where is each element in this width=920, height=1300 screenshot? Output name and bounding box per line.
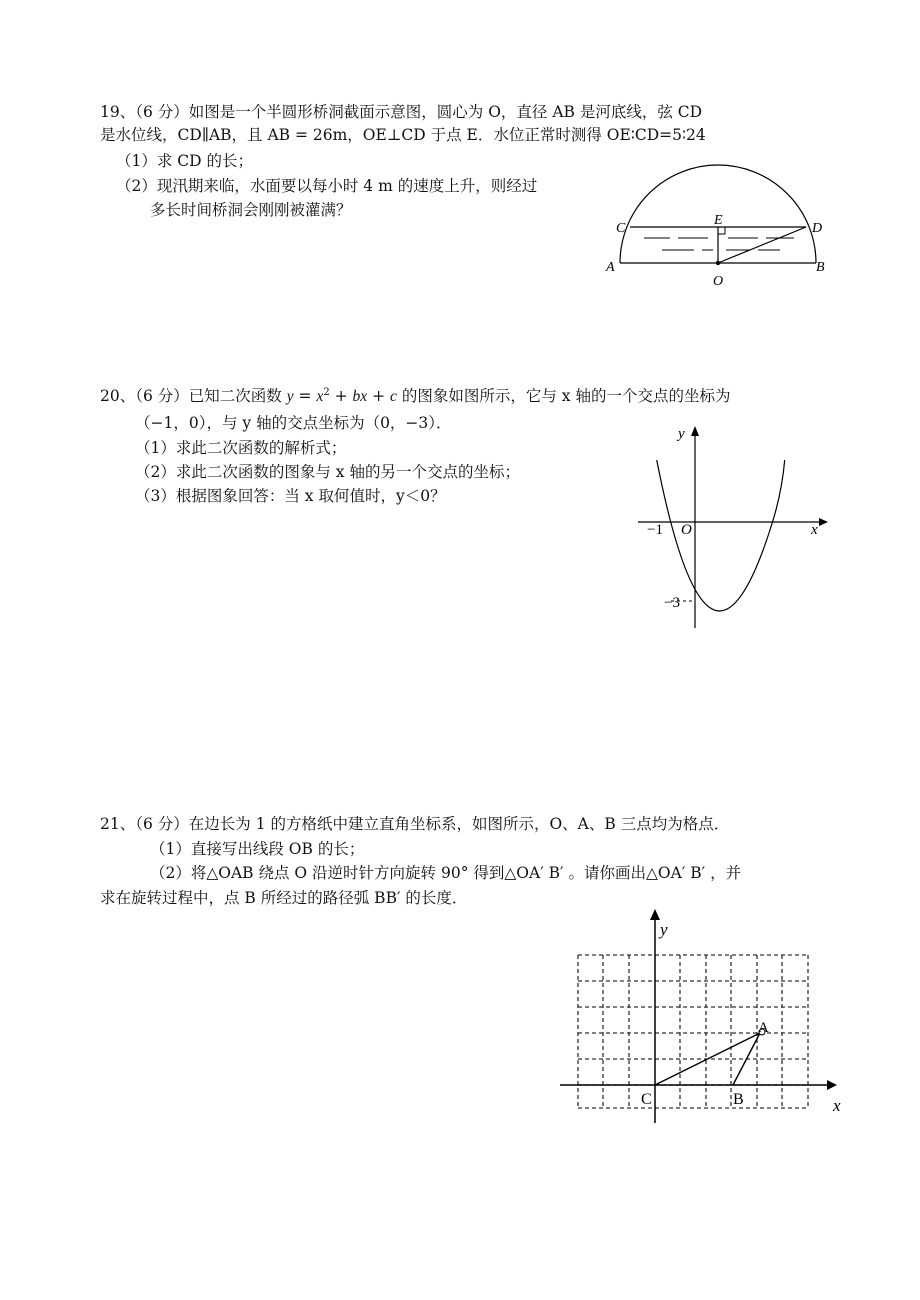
- point-a-label: A: [758, 1020, 769, 1036]
- q20-sub-3: （3）根据图象回答：当 x 取何值时，y＜0？: [135, 487, 446, 505]
- origin-label: C: [641, 1091, 652, 1108]
- parabola-figure: [630, 420, 840, 635]
- label-a: A: [606, 260, 615, 275]
- q20-sub-2: （2）求此二次函数的图象与 x 轴的另一个交点的坐标；: [135, 463, 520, 481]
- q19-sub-1: （1）求 CD 的长；: [116, 152, 254, 170]
- formula-c: c: [390, 388, 397, 406]
- formula-eq: =: [293, 387, 317, 406]
- center-point-o: [716, 261, 720, 265]
- segment-od: [718, 227, 806, 263]
- tick-label-neg3: −3: [664, 595, 680, 611]
- q21-sub-1: （1）直接写出线段 OB 的长；: [150, 840, 365, 858]
- formula-exponent: 2: [323, 387, 330, 398]
- label-c: C: [616, 221, 626, 236]
- y-axis-label: y: [678, 426, 685, 442]
- x-axis-label: x: [811, 522, 818, 538]
- origin-label: O: [681, 522, 692, 538]
- q21-sub-2-cont: 求在旋转过程中，点 B 所经过的路径弧 BB′ 的长度．: [100, 889, 468, 907]
- label-e: E: [714, 213, 723, 228]
- q19-sub-2-cont: 多长时间桥洞会刚刚被灌满？: [150, 201, 352, 219]
- x-axis-label: x: [833, 1096, 841, 1115]
- q21-line-1: 21、（6 分）在边长为 1 的方格纸中建立直角坐标系，如图所示，O、A、B 三点均为格点．: [100, 815, 730, 833]
- bridge-figure: [600, 160, 840, 295]
- x-axis-arrow: [819, 518, 828, 526]
- y-axis-label: y: [660, 920, 668, 939]
- tick-label-neg1: −1: [647, 522, 663, 538]
- q20-line-1: [100, 382, 730, 408]
- label-o: O: [713, 274, 724, 289]
- label-d: D: [812, 221, 823, 236]
- q20-line-2: （−1，0），与 y 轴的交点坐标为（0，−3）．: [135, 414, 452, 432]
- y-axis-arrow: [650, 909, 660, 920]
- formula-plus-1: +: [329, 387, 353, 406]
- grid-figure: [555, 905, 855, 1130]
- parabola-curve: [657, 460, 785, 611]
- q19-sub-2: （2）现汛期来临，水面要以每小时 4 m 的速度上升，则经过: [116, 177, 538, 195]
- x-axis-arrow: [827, 1080, 837, 1090]
- formula-bx: bx: [352, 388, 368, 406]
- right-angle-mark: [718, 227, 725, 234]
- formula-y: y: [286, 388, 294, 406]
- q21-sub-2: （2）将△OAB 绕点 O 沿逆时针方向旋转 90° 得到△OA′ B′ 。请你画出△OA′ B′ ，并: [150, 864, 742, 882]
- y-axis-arrow: [691, 426, 699, 436]
- q19-line-2: 是水位线，CD∥AB，且 AB = 26m，OE⊥CD 于点 E．水位正常时测得 OE∶CD=5∶24: [100, 126, 706, 144]
- point-b-label: B: [733, 1091, 744, 1108]
- formula-plus-2: +: [367, 387, 391, 406]
- q19-line-1: 19、（6 分）如图是一个半圆形桥洞截面示意图，圆心为 O，直径 AB 是河底线，弦 CD: [100, 103, 703, 121]
- q20-sub-1: （1）求此二次函数的解析式；: [135, 439, 347, 457]
- q20-suffix: 的图象如图所示，它与 x 轴的一个交点的坐标为: [396, 387, 731, 406]
- q20-prefix: 20、（6 分）已知二次函数: [100, 387, 287, 406]
- label-b: B: [816, 260, 825, 275]
- formula-x: x: [316, 388, 324, 406]
